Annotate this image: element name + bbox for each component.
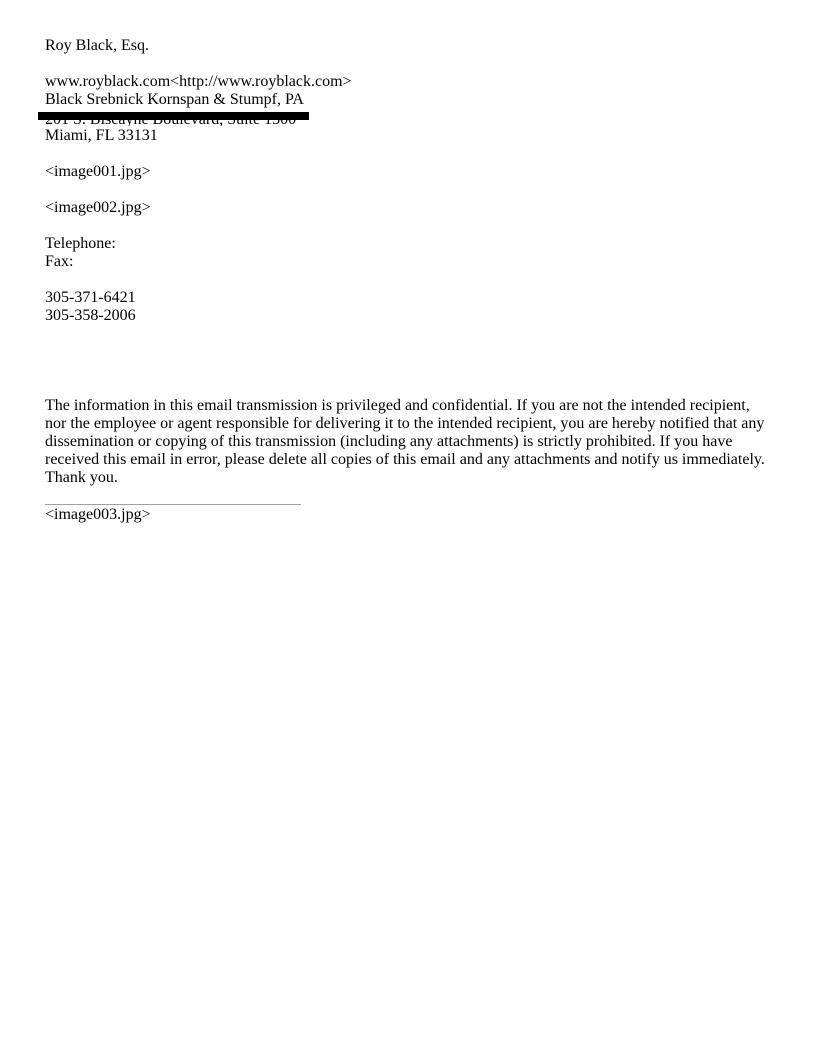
image-attachment-2: <image002.jpg> <box>45 199 151 216</box>
website-link[interactable]: www.royblack.com<http://www.royblack.com> <box>45 73 352 90</box>
signature-divider <box>45 504 301 505</box>
sender-name: Roy Black, Esq. <box>45 37 149 54</box>
redaction-bar <box>38 112 309 120</box>
city-state-zip: Miami, FL 33131 <box>45 127 158 144</box>
image-attachment-3: <image003.jpg> <box>45 506 151 523</box>
fax-label: Fax: <box>45 253 74 270</box>
image-attachment-1: <image001.jpg> <box>45 163 151 180</box>
telephone-label: Telephone: <box>45 235 116 252</box>
firm-name: Black Srebnick Kornspan & Stumpf, PA <box>45 91 304 108</box>
telephone-number: 305-371-6421 <box>45 289 136 306</box>
fax-number: 305-358-2006 <box>45 307 136 324</box>
confidentiality-disclaimer: The information in this email transmission is privileged and confidential. If you are not the intended recipient, nor the employee or agent responsible for delivering it to the intended recipient, you are hereby notified that any dissemination or copying of this transmission (including any attachments) is strictly prohibited. If you have received this email in error, please delete all copies of this email and any attachments and notify us immediately. Thank you. <box>45 397 765 486</box>
